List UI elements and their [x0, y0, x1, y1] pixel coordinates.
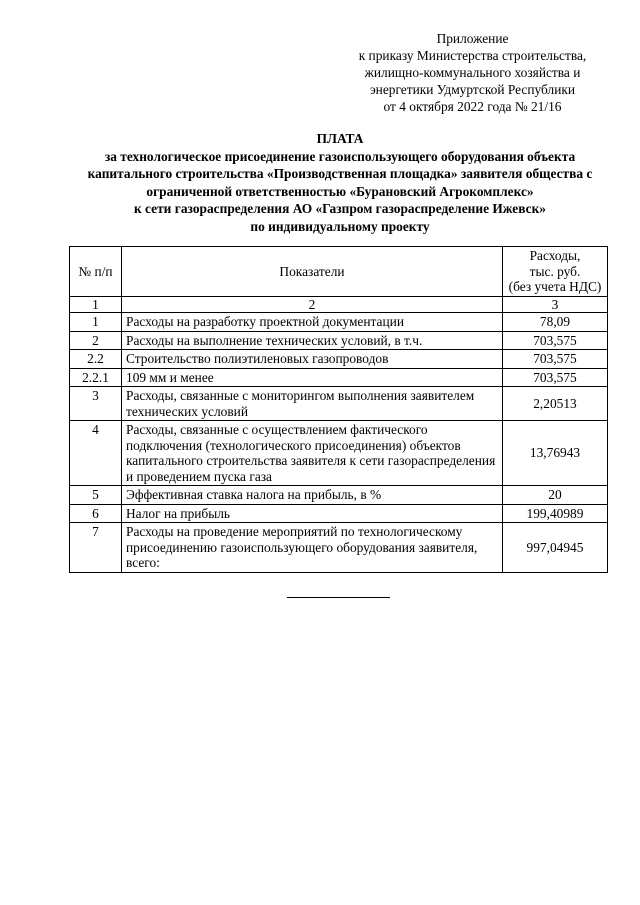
row-number: 1 — [70, 313, 122, 332]
row-value: 20 — [503, 486, 608, 505]
appendix-block — [340, 30, 605, 115]
appendix-line: Приложение — [436, 31, 509, 46]
title-line: к сети газораспределения АО «Газпром газораспределение Ижевск» — [133, 201, 546, 217]
row-number: 6 — [70, 504, 122, 523]
table-row — [70, 368, 608, 387]
row-value: 2,20513 — [503, 387, 608, 421]
appendix-line: жилищно-коммунального хозяйства и — [364, 65, 581, 80]
row-value: 13,76943 — [503, 421, 608, 486]
row-number: 5 — [70, 486, 122, 505]
row-indicator: Эффективная ставка налога на прибыль, в % — [122, 486, 503, 505]
appendix-line: к приказу Министерства строительства, — [358, 48, 587, 63]
row-indicator: Строительство полиэтиленовых газопроводов — [122, 350, 503, 369]
row-indicator: 109 мм и менее — [122, 368, 503, 387]
row-number: 2 — [70, 331, 122, 350]
row-number: 4 — [70, 421, 122, 486]
row-value: 78,09 — [503, 313, 608, 332]
header-costs-line: тыс. руб. — [529, 263, 581, 279]
column-number: 2 — [122, 296, 503, 313]
title-line: по индивидуальному проекту — [250, 218, 430, 234]
row-number: 2.2 — [70, 350, 122, 369]
row-value: 997,04945 — [503, 523, 608, 573]
appendix-line: от 4 октября 2022 года № 21/16 — [383, 99, 562, 114]
table-row — [70, 504, 608, 523]
row-indicator: Расходы, связанные с мониторингом выполнения заявителем технических условий — [122, 387, 503, 421]
title-line: за технологическое присоединение газоиспользующего оборудования объекта — [104, 148, 576, 164]
row-number: 2.2.1 — [70, 368, 122, 387]
row-indicator: Расходы на выполнение технических условий, в т.ч. — [122, 331, 503, 350]
row-indicator: Расходы, связанные с осуществлением фактического подключения (технологического присоединения) объектов капитального строительства заявителя к сети газораспределения и проведением пуска газа — [122, 421, 503, 486]
row-value: 199,40989 — [503, 504, 608, 523]
bottom-divider — [287, 597, 390, 598]
document-title — [60, 130, 620, 236]
header-indicator: Показатели — [122, 247, 503, 297]
column-number: 1 — [70, 296, 122, 313]
row-value: 703,575 — [503, 368, 608, 387]
title-heading: ПЛАТА — [316, 131, 364, 146]
title-line: капитального строительства «Производственная площадка» заявителя общества с — [87, 166, 593, 182]
row-indicator: Налог на прибыль — [122, 504, 503, 523]
table-row — [70, 421, 608, 486]
table-header-row — [70, 247, 608, 297]
table-row — [70, 331, 608, 350]
row-number: 3 — [70, 387, 122, 421]
row-value: 703,575 — [503, 350, 608, 369]
header-num: № п/п — [70, 247, 122, 297]
column-number: 3 — [503, 296, 608, 313]
header-costs-line: Расходы, — [529, 248, 581, 263]
table-row — [70, 350, 608, 369]
title-line: ограниченной ответственностью «Бурановский Агрокомплекс» — [146, 183, 534, 199]
table-row — [70, 313, 608, 332]
column-number-row — [70, 296, 608, 313]
table-row — [70, 387, 608, 421]
row-value: 703,575 — [503, 331, 608, 350]
table-row — [70, 486, 608, 505]
table-row — [70, 523, 608, 573]
row-number: 7 — [70, 523, 122, 573]
row-indicator: Расходы на разработку проектной документации — [122, 313, 503, 332]
header-costs-line: (без учета НДС) — [508, 279, 602, 294]
fees-table — [69, 246, 608, 573]
row-indicator: Расходы на проведение мероприятий по технологическому присоединению газоиспользующего оборудования заявителя, всего: — [122, 523, 503, 573]
appendix-line: энергетики Удмуртской Республики — [369, 82, 576, 97]
header-costs — [503, 247, 608, 297]
